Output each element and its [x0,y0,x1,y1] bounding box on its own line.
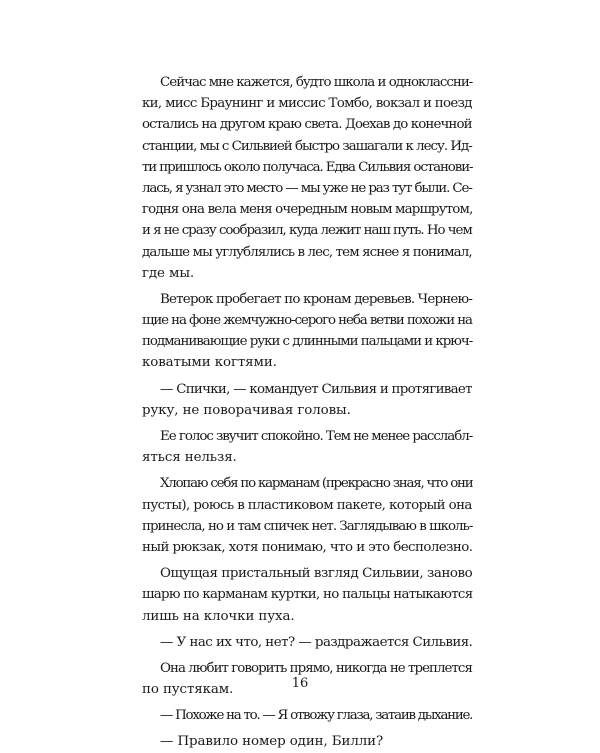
text-line: Она любит говорить прямо, никогда не треплется [160,660,472,676]
text-line: подманивающие руки с длинными пальцами и крюч- [142,334,473,350]
text-line: дальше мы углублялись в лес, тем яснее я понимал, [142,244,472,260]
text-line: — У нас их что, нет? — раздражается Сильвия. [160,634,473,650]
body-text [142,72,472,753]
text-line: остались на другом краю света. Доехав до конечной [142,117,472,133]
paragraph [142,289,472,374]
text-line: принесла, но и там спичек нет. Заглядываю в школь- [142,518,473,534]
text-line: Хлопаю себя по карманам (прекрасно зная, что они [160,476,473,492]
paragraph [142,632,472,653]
text-line: где мы. [142,265,195,281]
text-line: яться нельзя. [142,450,237,466]
text-line: коватыми когтями. [142,355,277,371]
text-line: Сейчас мне кажется, будто школа и одноклассни- [160,75,473,90]
text-line: — Спички, — командует Сильвия и протягивает [160,381,472,397]
text-line: Ветерок пробегает по кронам деревьев. Чернею- [160,291,473,307]
text-line: лишь на клочки пуха. [142,608,295,624]
paragraph [142,705,472,726]
text-line: Ее голос звучит спокойно. Тем не менее расслабл- [160,429,473,444]
text-line: руку, не поворачивая головы. [142,402,351,418]
text-line: и я не сразу сообразил, куда лежит наш путь. Но чем [142,223,472,239]
text-line: шарю по карманам куртки, но пальцы натыкаются [142,587,473,603]
paragraph [142,72,472,284]
text-line: — Похоже на то. — Я отвожу глаза, затаив дыхание. [160,708,473,724]
text-line: — Правило номер один, Билли? [160,734,384,750]
paragraph [142,379,472,421]
text-line: ный рюкзак, хотя понимаю, что и это бесполезно. [142,539,473,555]
text-line: лась, я узнал это место — мы уже не раз тут были. Се- [142,180,472,196]
text-line: годня она вела меня очередным новым маршрутом, [142,202,473,218]
text-line: ки, мисс Браунинг и миссис Томбо, вокзал и поезд [142,96,472,112]
text-line: Ощущая пристальный взгляд Сильвии, заново [160,566,473,582]
paragraph [142,473,472,558]
paragraph [142,563,472,627]
text-line: пусты), роюсь в пластиковом пакете, который она [142,497,472,513]
text-line: станции, мы с Сильвией быстро зашагали к лесу. Ид- [142,138,472,154]
paragraph [142,426,472,468]
text-line: ти пришлось около получаса. Едва Сильвия останови- [142,159,473,175]
text-line: щие на фоне жемчужно-серого неба ветви похожи на [142,313,472,329]
page-number: 16 [291,676,309,691]
text-line: по пустякам. [142,682,234,698]
paragraph [142,731,472,752]
